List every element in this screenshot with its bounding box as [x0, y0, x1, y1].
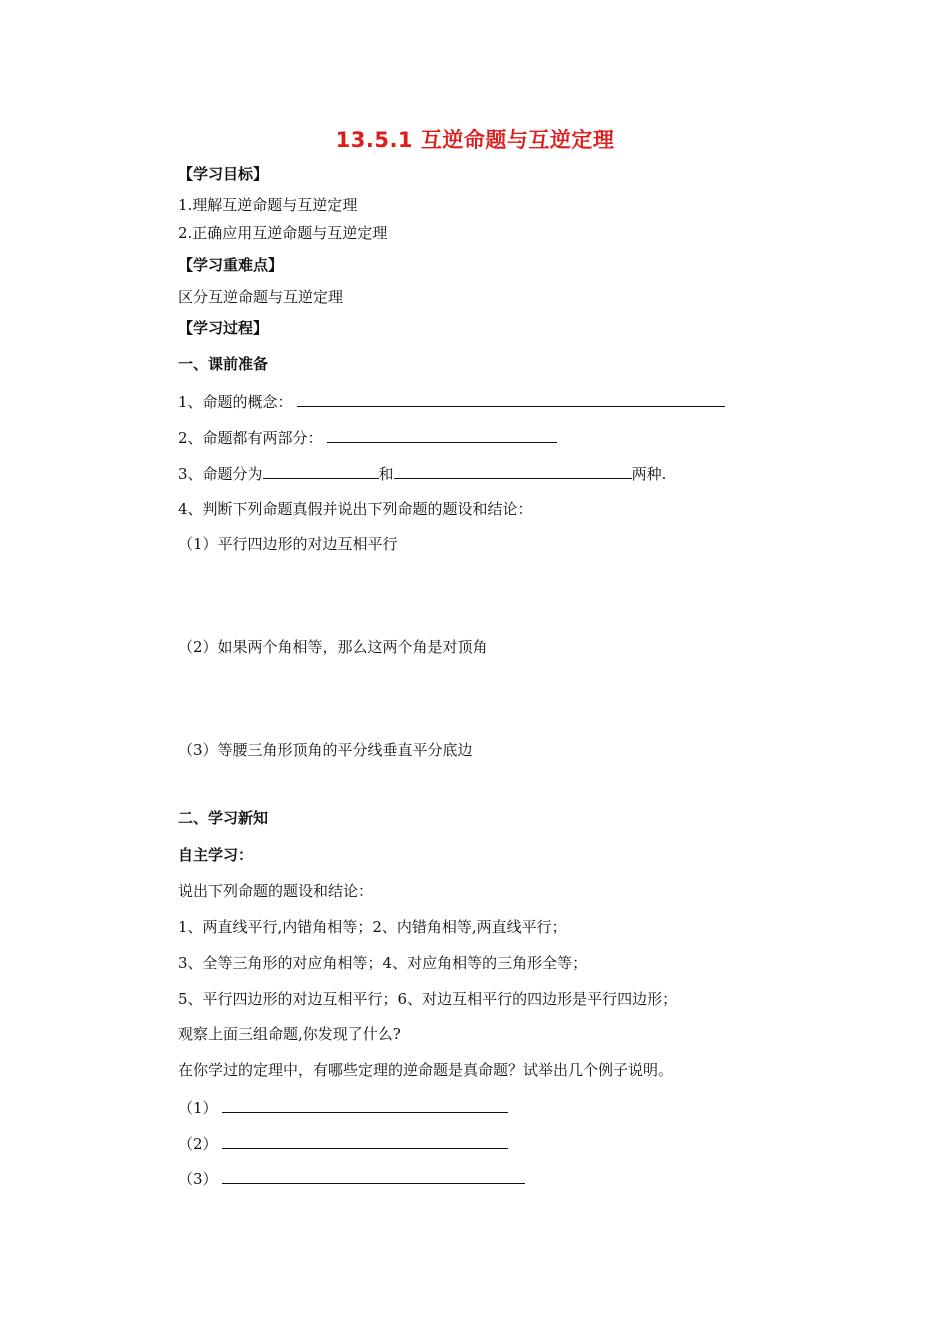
question-2-blank[interactable]	[327, 426, 557, 443]
question-3-end: 两种.	[631, 465, 667, 483]
theorem-question: 在你学过的定理中，有哪些定理的逆命题是真命题？试举出几个例子说明。	[178, 1061, 674, 1079]
objective-1: 1.理解互逆命题与互逆定理	[178, 196, 358, 214]
question-1-label: 1、命题的概念：	[178, 393, 293, 411]
question-2	[178, 426, 557, 448]
answer-1-label: （1）	[178, 1099, 218, 1117]
answer-2	[178, 1132, 508, 1154]
question-3-blank-2[interactable]	[394, 462, 632, 479]
part2-heading: 二、学习新知	[178, 809, 269, 827]
question-3-label: 3、命题分为	[178, 465, 263, 483]
question-3-blank-1[interactable]	[263, 462, 379, 479]
key-points-heading: 【学习重难点】	[178, 256, 284, 274]
proposition-pair-3: 5、平行四边形的对边互相平行；6、对边互相平行的四边形是平行四边形；	[178, 990, 678, 1008]
key-points-text: 区分互逆命题与互逆定理	[178, 288, 344, 306]
answer-1	[178, 1096, 508, 1118]
question-4-item-2: （2）如果两个角相等，那么这两个角是对顶角	[178, 638, 488, 656]
process-heading: 【学习过程】	[178, 319, 269, 337]
proposition-pair-1: 1、两直线平行,内错角相等；2、内错角相等,两直线平行；	[178, 918, 567, 936]
answer-3	[178, 1167, 525, 1189]
answer-3-label: （3）	[178, 1170, 218, 1188]
question-4: 4、判断下列命题真假并说出下列命题的题设和结论：	[178, 500, 533, 518]
observe-question: 观察上面三组命题,你发现了什么?	[178, 1025, 401, 1043]
question-3-and: 和	[378, 465, 394, 483]
question-4-item-1: （1）平行四边形的对边互相平行	[178, 535, 398, 553]
answer-2-blank[interactable]	[222, 1132, 508, 1149]
answer-1-blank[interactable]	[222, 1096, 508, 1113]
self-study-heading: 自主学习：	[178, 846, 254, 864]
page-title: 13.5.1 互逆命题与互逆定理	[335, 128, 615, 152]
part1-heading: 一、课前准备	[178, 355, 269, 373]
question-4-item-3: （3）等腰三角形顶角的平分线垂直平分底边	[178, 741, 473, 759]
question-2-label: 2、命题都有两部分：	[178, 429, 323, 447]
question-1-blank[interactable]	[297, 390, 725, 407]
answer-3-blank[interactable]	[222, 1167, 525, 1184]
answer-2-label: （2）	[178, 1135, 218, 1153]
proposition-pair-2: 3、全等三角形的对应角相等；4、对应角相等的三角形全等；	[178, 954, 588, 972]
question-1	[178, 390, 725, 412]
question-3	[178, 462, 666, 484]
objectives-heading: 【学习目标】	[178, 165, 269, 183]
objective-2: 2.正确应用互逆命题与互逆定理	[178, 224, 388, 242]
self-study-prompt: 说出下列命题的题设和结论：	[178, 882, 374, 900]
